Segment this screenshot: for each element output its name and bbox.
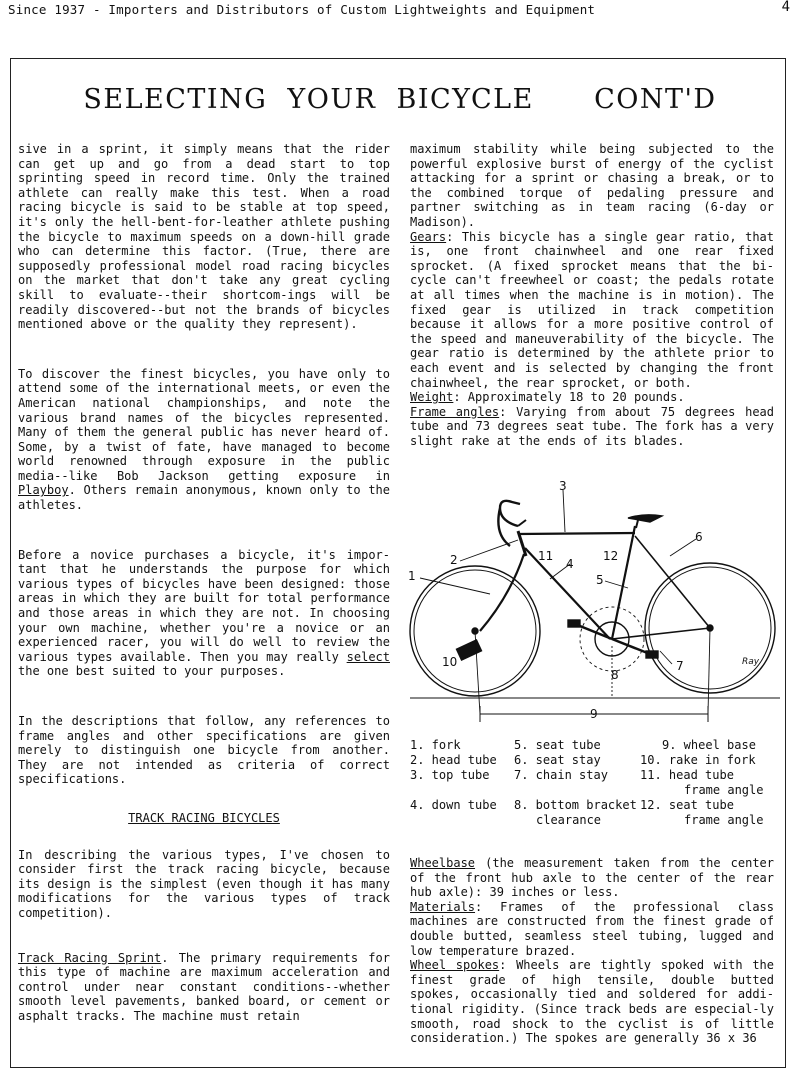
page-number: 4 [781, 0, 790, 15]
artist-signature: Ray [742, 657, 760, 667]
legend-item: 5. seat tube [514, 738, 601, 752]
subheading-track-racing: TRACK RACING BICYCLES [128, 810, 280, 825]
paragraph-weight [410, 390, 774, 405]
paragraph-text: (the measurement taken from the center of the front hub axle to the center of the rear hub axle): 39 inches or less. [410, 856, 774, 900]
handlebar [498, 501, 520, 546]
legend-item: 7. chain stay [514, 768, 608, 782]
paragraph-materials [410, 900, 774, 958]
legend-row [410, 783, 782, 798]
diagram-label: 4 [566, 557, 574, 571]
legend-item: 8. bottom bracket [514, 798, 637, 812]
track-sprint-label: Track Racing Sprint [18, 950, 162, 965]
paragraph-track-sprint [18, 951, 390, 1024]
right-column [410, 142, 774, 448]
wheelbase-label: Wheelbase [410, 856, 476, 870]
paragraph-describing-types: In describing the various types, I've chosen to consider first the track racing bicycle, because its design is the simplest (even though it has many modifications for the various types of track competition). [18, 847, 390, 920]
paragraph-discover-bicycles [18, 367, 390, 513]
legend-item: 2. head tube [410, 753, 497, 767]
diagram-label: 11 [538, 549, 554, 563]
legend-row [410, 768, 782, 783]
header-tagline: Since 1937 - Importers and Distributors of Custom Lightweights and Equipment [8, 2, 596, 17]
saddle [628, 515, 662, 522]
paragraph-wheelbase [410, 856, 774, 900]
paragraph-gears [410, 230, 774, 391]
legend-item: 10. rake in fork [640, 753, 756, 767]
paragraph-text: the one best suited to your purposes. [18, 664, 286, 679]
paragraph-text: Before a novice purchases a bicycle, it's impor-tant that he understands the purpose for which various types of bicycles have been designed: those areas in which they are built for total performance and those areas in which they are not. In choosing your own machine, whether you're a novice or an experienced racer, you will do well to review the various types available. Then you may really [18, 547, 390, 664]
materials-label: Materials [410, 899, 476, 914]
frame-angles-label: Frame angles [410, 404, 500, 419]
legend-item: clearance [536, 813, 602, 827]
page-title: SELECTING YOUR BICYCLE CONT'D [83, 84, 717, 115]
diagram-label: 1 [408, 569, 416, 583]
top-tube [518, 533, 635, 534]
playboy-reference: Playboy [18, 483, 69, 498]
legend-item: 6. seat stay [514, 753, 601, 767]
legend-row [410, 738, 782, 753]
paragraph-novice-purchase [18, 548, 390, 679]
paragraph-text: : Wheels are tightly spoked with the finest grade of high tensile, double butted spokes, occasionally tied and soldered for addi-tional rigidity. (Since track beds are especial-ly smooth, road shock to the cyclist is of little consideration.) The spokes are generally 36 x 36 [410, 958, 774, 1046]
bicycle-diagram [400, 476, 790, 732]
diagram-legend [410, 738, 782, 828]
legend-item: 4. down tube [410, 798, 497, 812]
paragraph-text: To discover the finest bicycles, you have only to attend some of the international meets, or even the American national championships, and note the various brand names of the bicycles represented. Many of them the general public has never heard of. Some, by a twist of fate, have managed to become world renowned through exposure in the public media--like Bob Jackson getting exposure in [18, 366, 390, 483]
diagram-label: 3 [559, 479, 567, 493]
legend-item: 11. head tube [640, 768, 734, 782]
left-column [18, 142, 390, 1024]
legend-item: 9. wheel base [662, 738, 756, 752]
paragraph-text: : Varying from about 75 degrees head tube and 73 degrees seat tube. The fork has a very slight rake at the ends of its blades. [410, 404, 774, 448]
paragraph-stability: maximum stability while being subjected to the powerful explosive burst of energy of the cyclist attacking for a sprint or chasing a break, or to the combined torque of pedaling pressure and partner switching as in team racing (6-day or Madison). [410, 142, 774, 229]
paragraph-text: : Approximately 18 to 20 pounds. [453, 390, 685, 405]
legend-item: 1. fork [410, 738, 461, 752]
diagram-label: 9 [590, 707, 598, 721]
select-emphasis: select [346, 649, 390, 664]
paragraph-text: : This bicycle has a single gear ratio, that is, one front chainwheel and one rear fixed sprocket. (A fixed sprocket means that the bi-cycle can't freewheel or coast; the pedals rotate at all times when the machine is in motion). The fixed gear is utilized in track competition because it allows for a more positive control of the speed and maneuverability of the bicycle. The gear ratio is determined by the athlete prior to each event and is selected by changing the front chainwheel, the rear sprocket, or both. [410, 229, 774, 390]
diagram-label: 5 [596, 573, 604, 587]
diagram-label: 6 [695, 530, 703, 544]
diagram-label: 2 [450, 553, 458, 567]
weight-label: Weight [410, 390, 454, 405]
paragraph-frame-angles [410, 405, 774, 449]
legend-row [410, 798, 782, 813]
paragraph-descriptions: In the descriptions that follow, any references to frame angles and other specifications are given merely to distinguish one bicycle from another. They are not intended as criteria of correct specifications. [18, 714, 390, 787]
paragraph-text: . Others remain anonymous, known only to the athletes. [18, 483, 390, 513]
legend-item: frame angle [684, 813, 764, 827]
legend-row [410, 813, 782, 828]
legend-item: 3. top tube [410, 768, 490, 782]
fork [480, 554, 524, 631]
legend-item: frame angle [684, 783, 764, 797]
legend-item: 12. seat tube [640, 798, 734, 812]
diagram-label: 10 [442, 655, 458, 669]
diagram-label: 12 [603, 549, 619, 563]
paragraph-wheel-spokes [410, 958, 774, 1046]
paragraph-sprint-stability: sive in a sprint, it simply means that the rider can get up and go from a dead start to top sprinting speed in record time. Only the trained athlete can really make this test. When a road racing bicycle is said to be stable at top speed, it's only the hell-bent-for-leather athlete pushing the bicycle to maximum speeds on a down-hill grade who can determine this factor. (True, there are supposedly professional model road racing bicycles on the market that don't take any great cycling skill to evaluate--their shortcom-ings will be readily discovered--but not the brands of bicycles mentioned above or the quality they represent). [18, 142, 390, 332]
gears-label: Gears [410, 229, 447, 244]
paragraph-text: . The primary requirements for this type of machine are maximum acceleration and control under near constant conditions--whether smooth level pavements, banked board, or cement or asphalt tracks. The machine must retain [18, 950, 390, 1023]
diagram-label: 7 [676, 659, 684, 673]
legend-row [410, 753, 782, 768]
paragraph-text: : Frames of the professional class machines are constructed from the finest grade of double butted, seamless steel tubing, lugged and low temperature brazed. [410, 899, 774, 958]
diagram-label: 8 [611, 668, 619, 682]
right-column-lower [410, 856, 774, 1046]
wheel-spokes-label: Wheel spokes [410, 958, 500, 973]
